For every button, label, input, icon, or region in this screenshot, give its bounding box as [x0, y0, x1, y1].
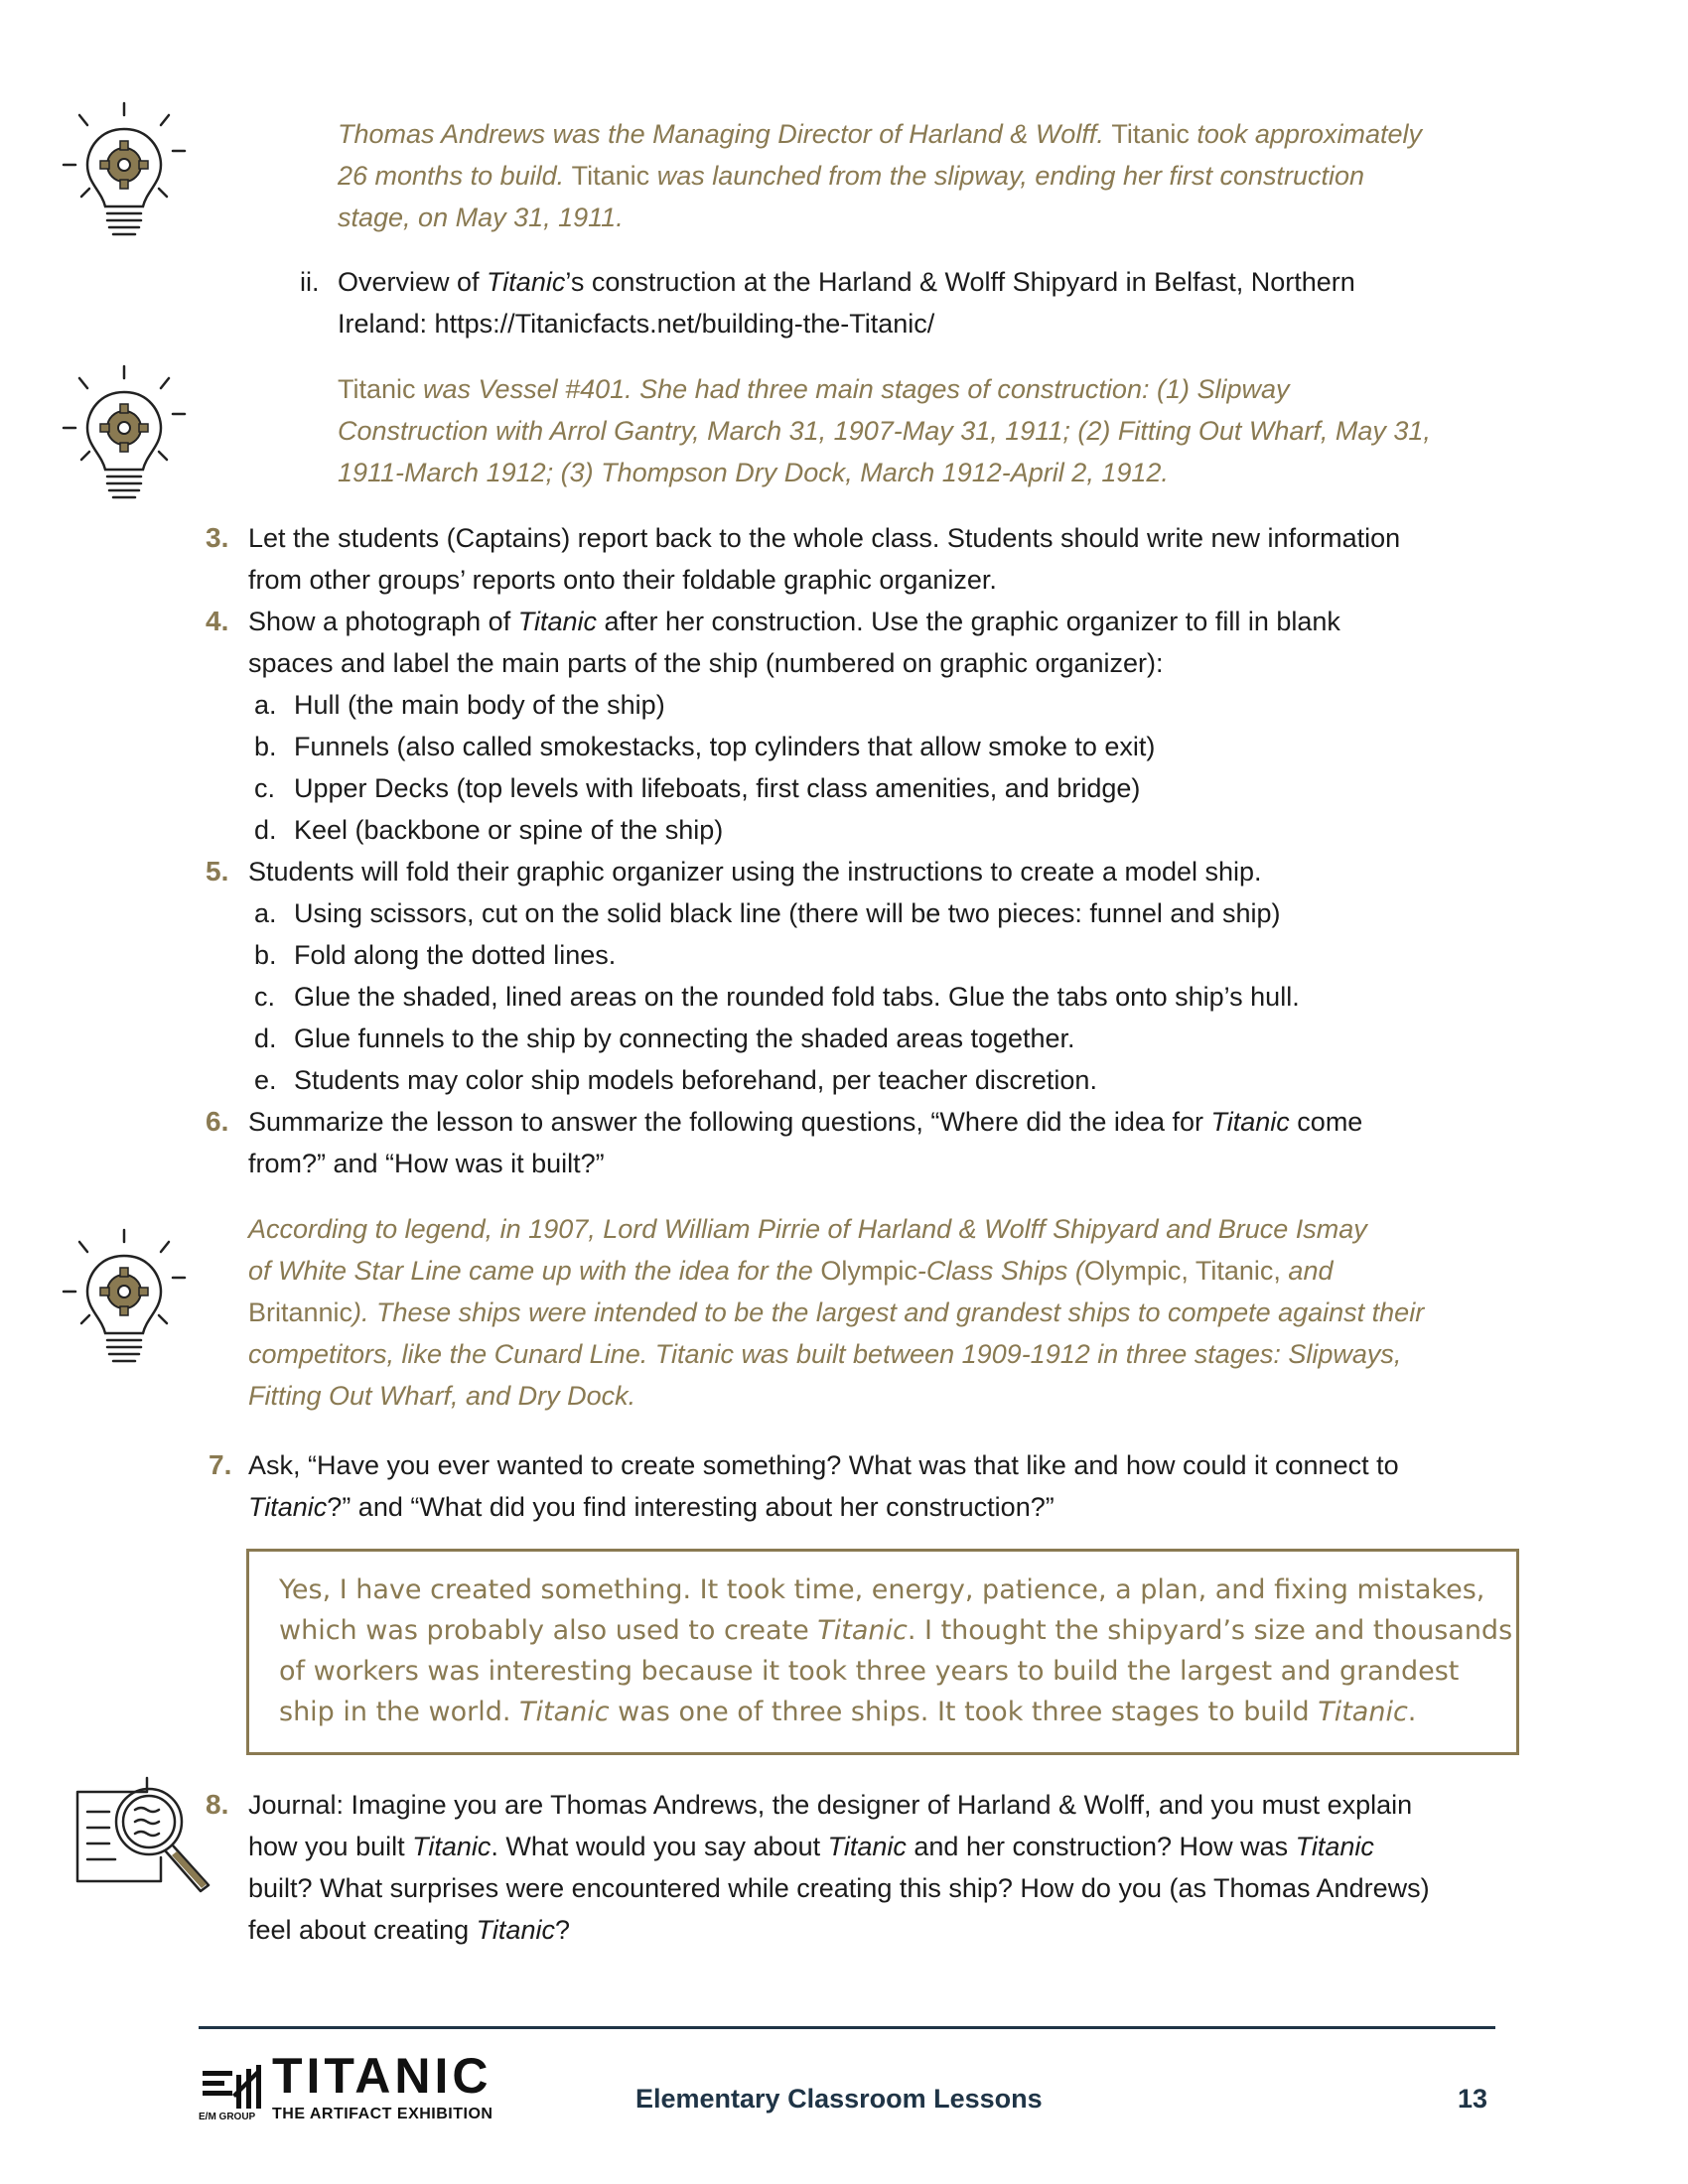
text-run: ’s construction at the Harland & Wolff Shipyard in Belfast, Northern — [565, 267, 1355, 297]
list-item-text: Glue funnels to the ship by connecting the shaded areas together. — [294, 1024, 1075, 1053]
list-item-letter: b. — [254, 732, 277, 761]
step-5-sublist — [254, 892, 1446, 1101]
text-line — [248, 851, 1262, 892]
footer-divider — [199, 2026, 1495, 2029]
note-block-1 — [338, 113, 1422, 238]
text-run: . What would you say about — [491, 1832, 828, 1861]
text-run: Titanic — [1318, 1697, 1408, 1727]
text-line — [248, 1375, 1424, 1417]
titanic-wordmark: TITANIC — [272, 2048, 492, 2104]
text-run: Titanic — [827, 1832, 907, 1861]
step-6-text — [248, 1101, 1362, 1184]
text-line — [338, 261, 1355, 303]
text-run: stage, on May 31, 1911. — [338, 203, 624, 232]
text-run: According to legend, in 1907, Lord William Pirrie of Harland & Wolff Shipyard and Bruce Ismay — [248, 1214, 1367, 1244]
text-run: took approximately — [1189, 119, 1422, 149]
text-run: Overview of — [338, 267, 488, 297]
text-line — [248, 1250, 1424, 1292]
text-line — [248, 1909, 1430, 1951]
text-run: how you built — [248, 1832, 413, 1861]
text-line — [279, 1610, 1513, 1651]
text-run: Titanic — [487, 267, 566, 297]
text-run: of workers was interesting because it took three years to build the largest and grandest — [279, 1656, 1460, 1687]
text-run: ship in the world. — [279, 1697, 519, 1727]
lightbulb-gear-icon — [60, 1226, 189, 1375]
text-line — [248, 1143, 1362, 1184]
text-run: Titanic — [1111, 119, 1190, 149]
text-run: Ireland: https://Titanicfacts.net/building-the-Titanic/ — [338, 309, 935, 339]
text-run: ). These ships were intended to be the largest and grandest ships to compete against their — [352, 1297, 1425, 1327]
text-run: Fitting Out Wharf, and Dry Dock. — [248, 1381, 636, 1411]
text-line — [248, 1208, 1424, 1250]
text-line — [338, 155, 1422, 197]
text-run: Olympic, Titanic, — [1083, 1256, 1281, 1286]
em-group-logo-icon — [199, 2065, 264, 2111]
text-run: ? — [554, 1915, 570, 1945]
text-run: Titanic — [519, 1697, 610, 1727]
text-run: Titanic — [248, 1492, 328, 1522]
text-line — [248, 1867, 1430, 1909]
step-8-text — [248, 1784, 1430, 1951]
text-line — [248, 1333, 1424, 1375]
text-run: Journal: Imagine you are Thomas Andrews, the designer of Harland & Wolff, and you must explain — [248, 1790, 1413, 1820]
text-run: Olympic — [820, 1256, 917, 1286]
list-item-text: Fold along the dotted lines. — [294, 940, 617, 970]
step-3-text — [248, 517, 1400, 601]
text-line — [248, 1101, 1362, 1143]
list-item-text: Hull (the main body of the ship) — [294, 690, 665, 720]
list-item-text: Using scissors, cut on the solid black line (there will be two pieces: funnel and ship) — [294, 898, 1281, 928]
list-marker-ii: ii. — [300, 267, 320, 297]
step-4-text — [248, 601, 1340, 684]
list-item-letter: c. — [254, 773, 276, 803]
text-run: Let the students (Captains) report back to the whole class. Students should write new information — [248, 523, 1401, 553]
step-4-sublist — [254, 684, 1446, 851]
text-line — [338, 303, 1355, 344]
list-item-letter: d. — [254, 815, 277, 845]
text-line — [248, 1486, 1399, 1528]
text-line — [248, 1292, 1424, 1333]
list-item-ii — [338, 261, 1355, 344]
footer-title: Elementary Classroom Lessons — [635, 2084, 1043, 2114]
step-5-text — [248, 851, 1262, 892]
text-run: from other groups’ reports onto their foldable graphic organizer. — [248, 565, 997, 595]
list-item-letter: e. — [254, 1065, 277, 1095]
text-line — [279, 1651, 1496, 1692]
text-run: 26 months to build. — [338, 161, 572, 191]
text-line — [338, 197, 1422, 238]
list-item-text: Upper Decks (top levels with lifeboats, first class amenities, and bridge) — [294, 773, 1141, 803]
step-number-3: 3. — [206, 522, 229, 553]
text-line — [338, 410, 1431, 452]
text-run: from?” and “How was it built?” — [248, 1149, 605, 1178]
step-7-text — [248, 1444, 1399, 1528]
list-item-letter: b. — [254, 940, 277, 970]
list-item-letter: c. — [254, 982, 276, 1012]
list-item-letter: a. — [254, 898, 277, 928]
text-run: Yes, I have created something. It took time, energy, patience, a plan, and fixing mistakes, — [279, 1574, 1485, 1605]
text-run: come — [1289, 1107, 1363, 1137]
page-number: 13 — [1458, 2084, 1488, 2114]
text-run: Titanic — [817, 1615, 908, 1646]
titanic-exhibition-logo — [199, 2048, 526, 2130]
text-run: and her construction? How was — [906, 1832, 1296, 1861]
text-run: . — [1407, 1697, 1417, 1727]
exhibition-subtitle: THE ARTIFACT EXHIBITION — [272, 2106, 493, 2122]
text-line — [279, 1570, 1496, 1610]
text-run: . I thought the shipyard’s size and thousands — [907, 1615, 1513, 1646]
text-run: was launched from the slipway, ending her first construction — [649, 161, 1365, 191]
text-run: Titanic — [1295, 1832, 1374, 1861]
text-line — [248, 1444, 1399, 1486]
list-item-letter: a. — [254, 690, 277, 720]
list-item-text: Keel (backbone or spine of the ship) — [294, 815, 724, 845]
em-group-label: E/M GROUP — [199, 2112, 256, 2122]
text-run: Titanic — [571, 161, 650, 191]
text-run: Titanic — [476, 1915, 555, 1945]
text-run: built? What surprises were encountered while creating this ship? How do you (as Thomas Andrews) — [248, 1873, 1430, 1903]
text-run: spaces and label the main parts of the ship (numbered on graphic organizer): — [248, 648, 1164, 678]
list-item-letter: d. — [254, 1024, 277, 1053]
note-block-2 — [338, 368, 1431, 493]
journal-magnifier-icon — [70, 1772, 218, 1896]
list-item-text: Glue the shaded, lined areas on the rounded fold tabs. Glue the tabs onto ship’s hull. — [294, 982, 1300, 1012]
lightbulb-gear-icon — [60, 99, 189, 248]
text-run: Ask, “Have you ever wanted to create something? What was that like and how could it connect to — [248, 1450, 1399, 1480]
text-run: after her construction. Use the graphic organizer to fill in blank — [597, 607, 1340, 636]
sample-answer-text — [279, 1570, 1513, 1732]
text-run: Titanic — [338, 374, 416, 404]
text-run: of White Star Line came up with the idea for the — [248, 1256, 821, 1286]
step-number-5: 5. — [206, 856, 229, 887]
text-line — [338, 113, 1422, 155]
text-line — [248, 601, 1340, 642]
text-run: was one of three ships. It took three stages to build — [609, 1697, 1319, 1727]
text-run: feel about creating — [248, 1915, 477, 1945]
text-run: was Vessel #401. She had three main stages of construction: (1) Slipway — [415, 374, 1290, 404]
text-line — [338, 452, 1431, 493]
text-line — [248, 642, 1340, 684]
text-run: Show a photograph of — [248, 607, 518, 636]
note-block-3 — [248, 1208, 1424, 1417]
text-run: ?” and “What did you find interesting about her construction?” — [327, 1492, 1055, 1522]
step-number-6: 6. — [206, 1106, 229, 1137]
text-line — [279, 1692, 1496, 1732]
text-run: which was probably also used to create — [279, 1615, 818, 1646]
text-run: Titanic — [412, 1832, 492, 1861]
lightbulb-gear-icon — [60, 362, 189, 511]
text-run: Students will fold their graphic organizer using the instructions to create a model ship. — [248, 857, 1262, 887]
text-line — [248, 559, 1400, 601]
list-item-text: Funnels (also called smokestacks, top cylinders that allow smoke to exit) — [294, 732, 1156, 761]
text-line — [248, 1784, 1430, 1826]
text-run: Titanic — [1210, 1107, 1290, 1137]
text-run: 1911-March 1912; (3) Thompson Dry Dock, March 1912-April 2, 1912. — [338, 458, 1169, 487]
text-line — [248, 1826, 1430, 1867]
step-number-4: 4. — [206, 606, 229, 636]
text-run: Titanic — [517, 607, 597, 636]
text-line — [248, 517, 1400, 559]
text-run: Construction with Arrol Gantry, March 31, 1907-May 31, 1911; (2) Fitting Out Wharf, May 31, — [338, 416, 1431, 446]
text-run: and — [1280, 1256, 1334, 1286]
text-run: Summarize the lesson to answer the following questions, “Where did the idea for — [248, 1107, 1211, 1137]
text-run: -Class Ships ( — [916, 1256, 1084, 1286]
sample-answer-box — [246, 1549, 1519, 1755]
step-number-7: 7. — [209, 1449, 232, 1480]
text-line — [338, 368, 1431, 410]
list-item-text: Students may color ship models beforehand, per teacher discretion. — [294, 1065, 1097, 1095]
step-number-8: 8. — [206, 1789, 229, 1820]
text-run: Britannic — [248, 1297, 353, 1327]
text-run: Thomas Andrews was the Managing Director of Harland & Wolff. — [338, 119, 1112, 149]
text-run: competitors, like the Cunard Line. Titanic was built between 1909-1912 in three stages: Slipways, — [248, 1339, 1402, 1369]
